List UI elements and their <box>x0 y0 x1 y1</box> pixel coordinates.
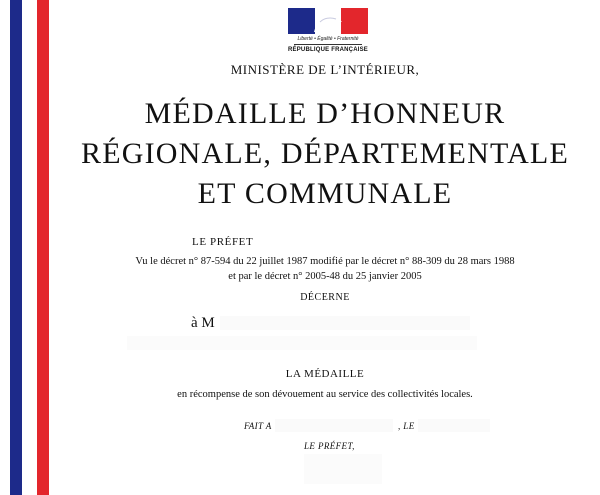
decree-line-1: Vu le décret n° 87-594 du 22 juillet 1987 modifié par le décret n° 88-309 du 28 mars 1988 <box>135 256 515 267</box>
reward-text: en récompense de son dévouement au service des collectivités locales. <box>177 389 473 400</box>
ministry-name: MINISTÈRE DE L’INTÉRIEUR, <box>230 62 420 77</box>
logo-republic-text: RÉPUBLIQUE FRANÇAISE <box>288 47 369 53</box>
recipient-name-field[interactable] <box>220 316 470 330</box>
logo-motto: Liberté • Égalité • Fraternité <box>297 36 359 42</box>
decerne-label: DÉCERNE <box>300 292 350 303</box>
signature-label: LE PRÉFET, <box>304 441 355 451</box>
logo-divider <box>294 44 362 45</box>
date-field[interactable] <box>418 419 490 432</box>
signature-field[interactable] <box>304 454 382 484</box>
fait-a-label: FAIT A <box>244 421 272 431</box>
title-line-3: ET COMMUNALE <box>197 177 453 210</box>
title-line-2: RÉGIONALE, DÉPARTEMENTALE <box>81 137 569 170</box>
date-label: , LE <box>398 421 415 431</box>
recipient-prefix: à M <box>191 315 215 331</box>
marianne-icon <box>306 10 346 34</box>
prefet-heading: LE PRÉFET <box>192 236 254 248</box>
medal-label: LA MÉDAILLE <box>285 368 365 380</box>
logo-flag <box>288 8 368 34</box>
decree-line-2: et par le décret n° 2005-48 du 25 janvier 2005 <box>228 271 422 282</box>
republique-francaise-logo <box>288 8 368 54</box>
place-field[interactable] <box>275 419 393 432</box>
recipient-details-field[interactable] <box>127 336 477 350</box>
title-line-1: MÉDAILLE D’HONNEUR <box>144 97 506 130</box>
